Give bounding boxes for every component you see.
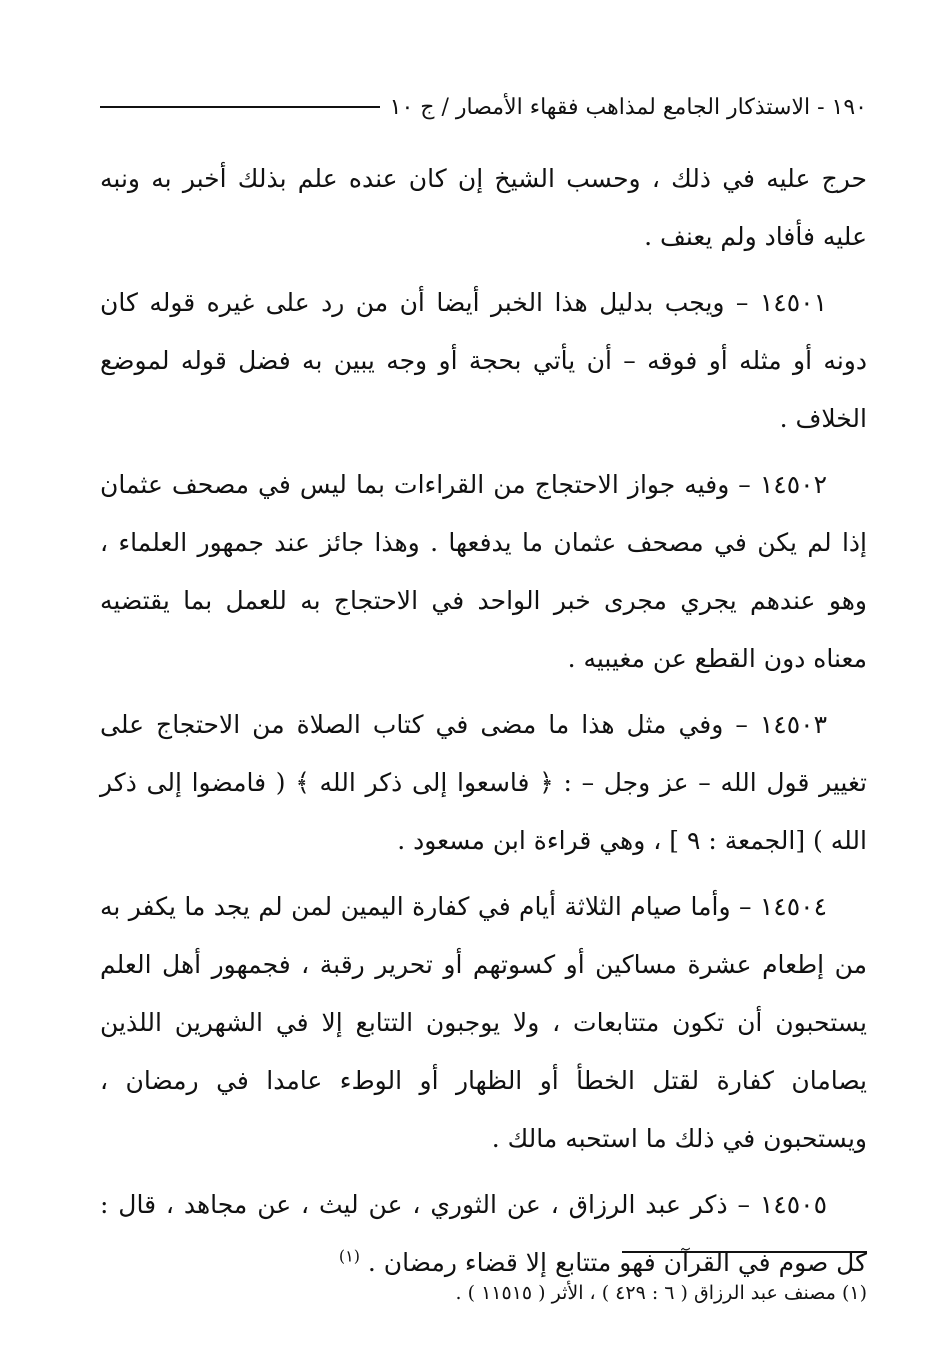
paragraph-14501: ١٤٥٠١ – ويجب بدليل هذا الخبر أيضا أن من رد على غيره قوله كان دونه أو مثله أو فوقه – أن يأتي بحجة أو وجه يبين به فضل قوله لموضع الخلاف . — [100, 288, 867, 433]
paragraph-14505 — [100, 1176, 867, 1292]
footnote: (١) مصنف عبد الرزاق ( ٦ : ٤٢٩ ) ، الأثر ( ١١٥١٥ ) . — [455, 1282, 867, 1304]
paragraph-14505-text: ١٤٥٠٥ – ذكر عبد الرزاق ، عن الثوري ، عن ليث ، عن مجاهد ، قال : كل صوم في القرآن فهو متتابع إلا قضاء رمضان . — [100, 1190, 867, 1277]
paragraph-continuation: حرج عليه في ذلك ، وحسب الشيخ إن كان عنده علم بذلك أخبر به ونبه عليه فأفاد ولم يعنف . — [100, 164, 867, 251]
header-title: ١٩٠ - الاستذكار الجامع لمذاهب فقهاء الأمصار / ج ١٠ — [389, 94, 867, 120]
paragraph-14502: ١٤٥٠٢ – وفيه جواز الاحتجاج من القراءات بما ليس في مصحف عثمان إذا لم يكن في مصحف عثمان ما يدفعها . وهذا جائز عند جمهور العلماء ، وهو عندهم يجري مجرى خبر الواحد في الاحتجاج به للعمل بما يقتضيه معناه دون القطع عن مغيبيه . — [100, 470, 867, 673]
running-header — [100, 90, 867, 124]
paragraph-14504: ١٤٥٠٤ – وأما صيام الثلاثة أيام في كفارة اليمين لمن لم يجد ما يكفر به من إطعام عشرة مساكين أو كسوتهم أو تحرير رقبة ، فجمهور أهل العلم يستحبون أن تكون متتابعات ، ولا يوجبون التتابع إلا في الشهرين اللذين يصامان كفارة لقتل الخطأ أو الظهار أو الوطء عامدا في رمضان ، ويستحبون في ذلك ما استحبه مالك . — [100, 892, 867, 1153]
footnote-rule — [622, 1251, 867, 1253]
paragraph-14503: ١٤٥٠٣ – وفي مثل هذا ما مضى في كتاب الصلاة من الاحتجاج على تغيير قول الله – عز وجل – : ﴿ فاسعوا إلى ذكر الله ﴾ ( فامضوا إلى ذكر الله ) [الجمعة : ٩ ] ، وهي قراءة ابن مسعود . — [100, 710, 867, 855]
main-text — [100, 150, 867, 1300]
header-rule — [100, 106, 380, 108]
footnote-marker: (١) — [338, 1246, 360, 1266]
